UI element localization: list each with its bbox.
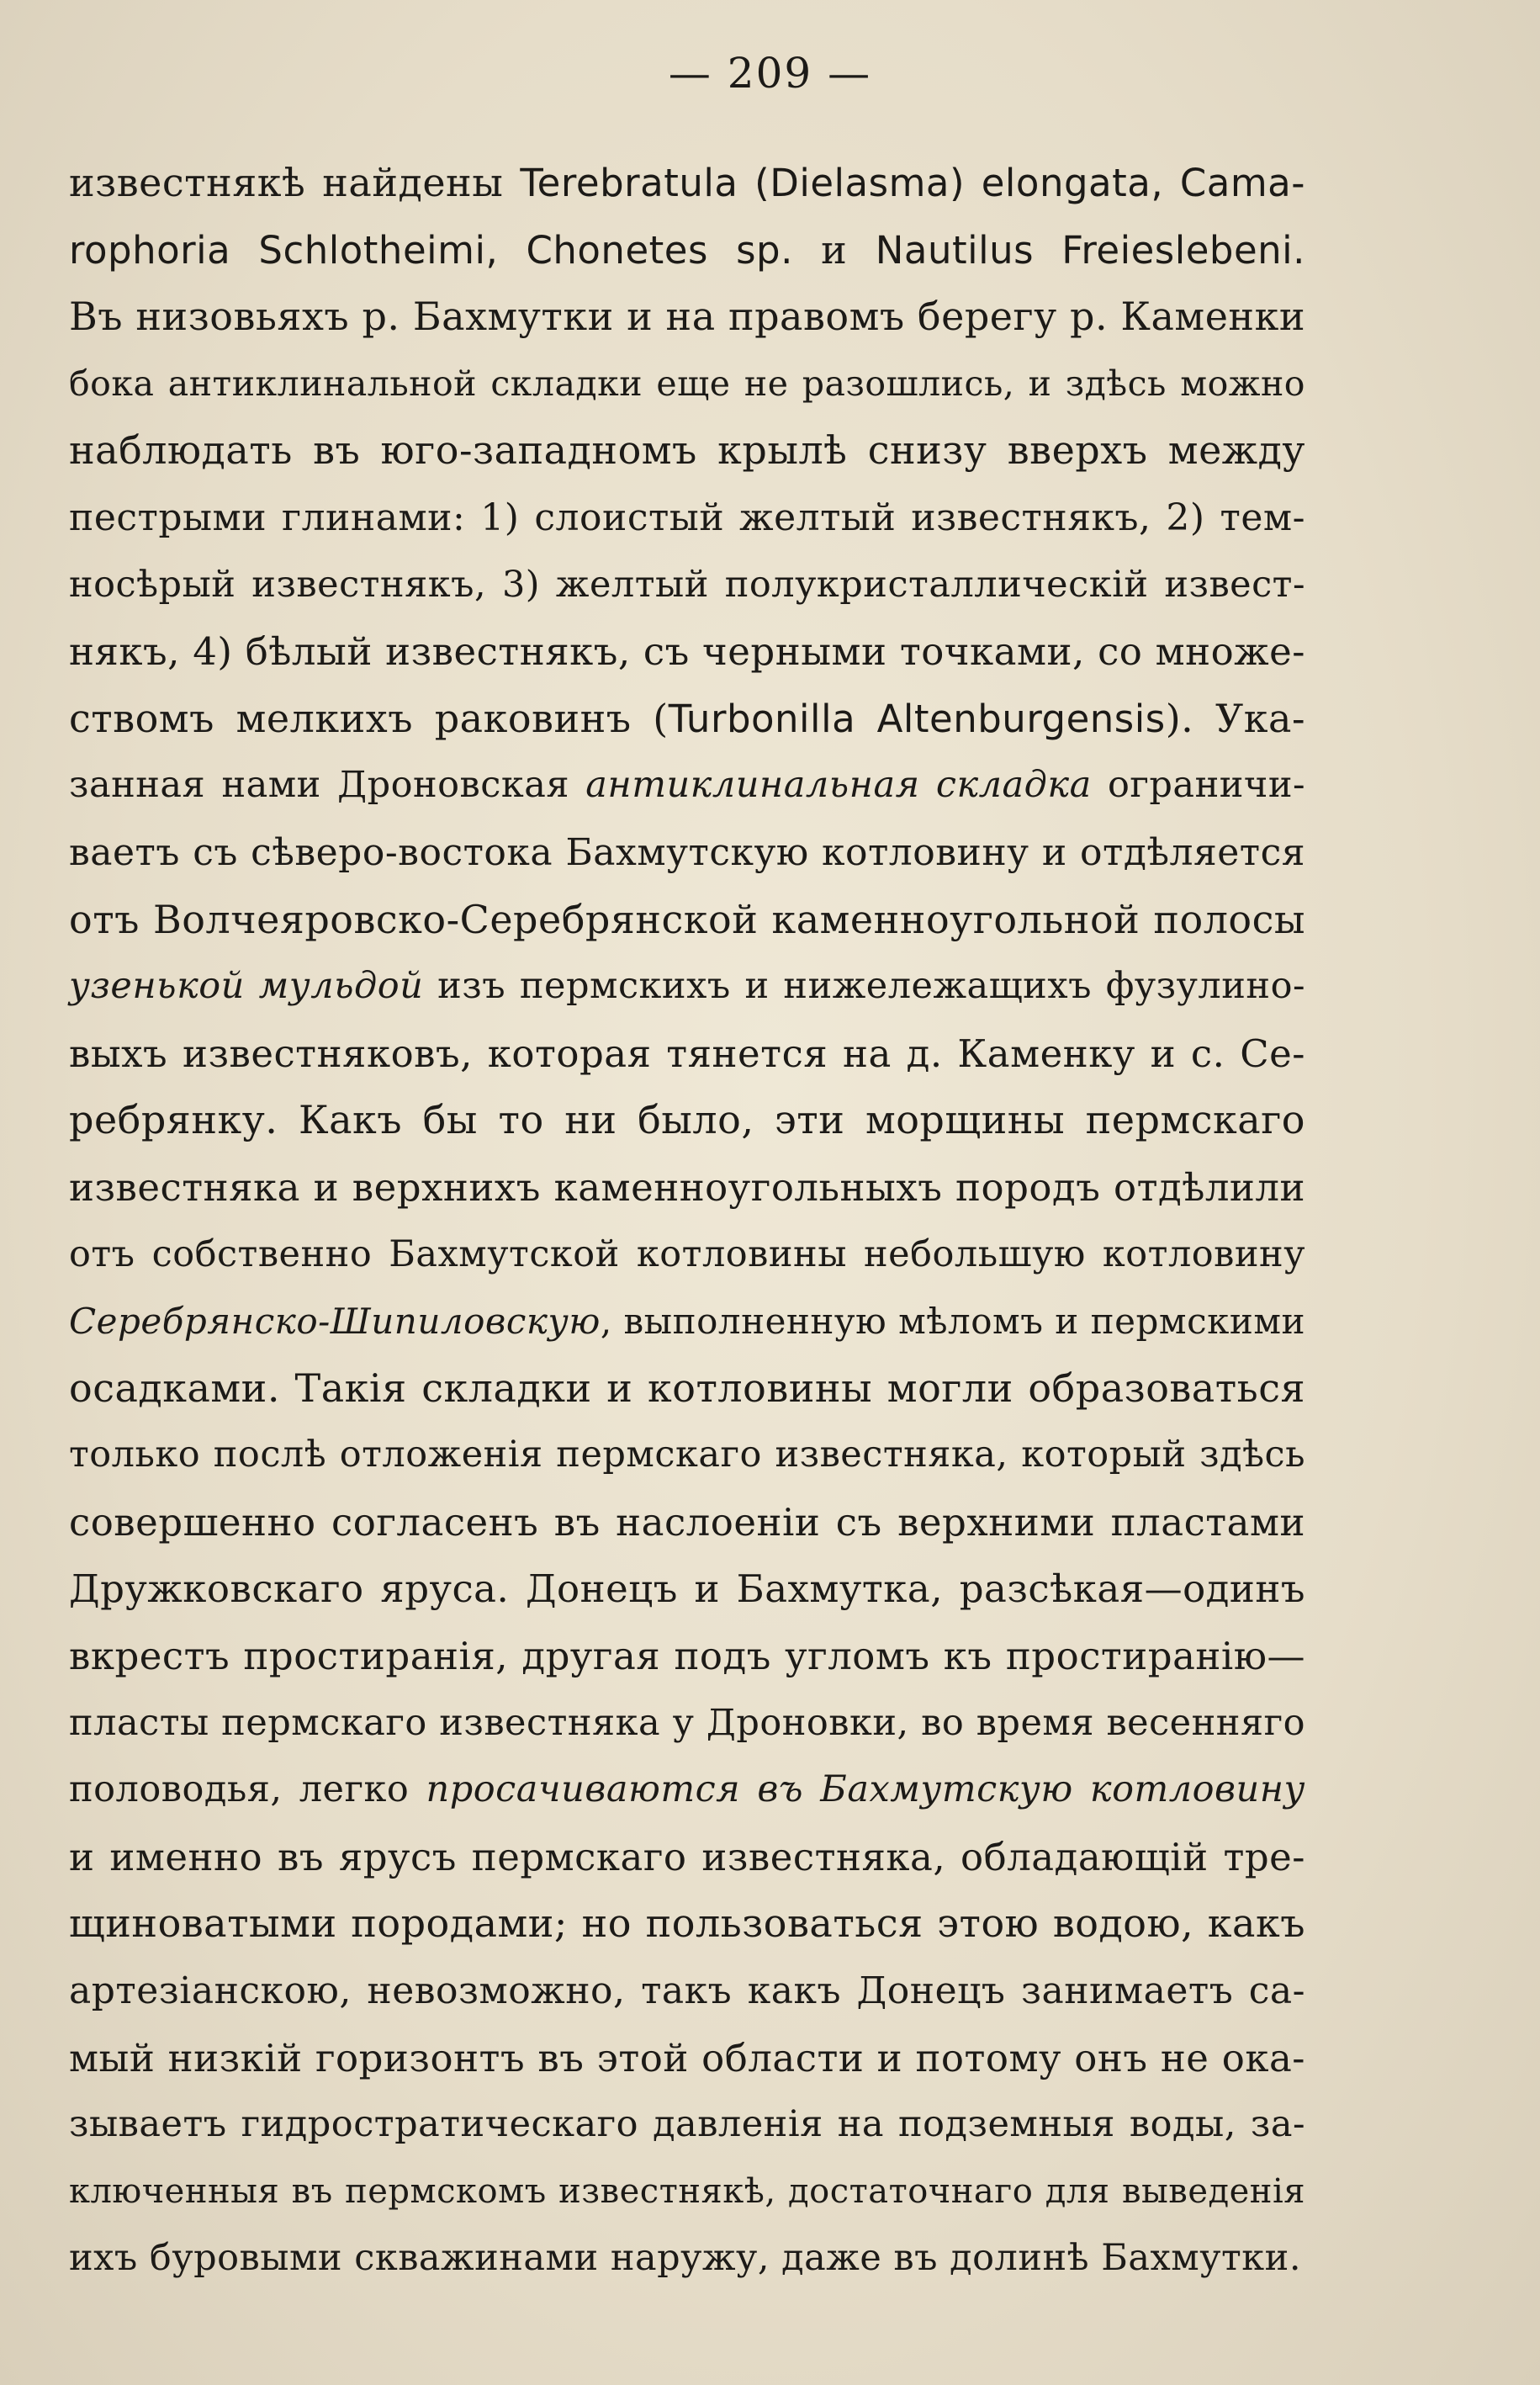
text-segment: пестрыми глинами: 1) слоистый желтый известнякъ, 2) тем-	[69, 496, 1305, 539]
text-segment: ограничи-	[1091, 764, 1306, 807]
text-segment: някъ, 4) бѣлый известнякъ, съ черными точками, со множе-	[69, 629, 1305, 675]
text-line	[69, 752, 1305, 819]
text-segment: носѣрый известнякъ, 3) желтый полукристаллическій извест-	[69, 563, 1305, 606]
text-line	[69, 150, 1305, 217]
text-segment: Дружковскаго яруса. Донецъ и Бахмутка, разсѣкая—одинъ	[69, 1566, 1305, 1612]
text-line	[69, 686, 1305, 753]
text-segment: и	[821, 226, 876, 273]
latin-name: Turbonilla Altenburgensis	[668, 696, 1166, 741]
text-line	[69, 351, 1305, 418]
text-line	[69, 1623, 1305, 1690]
text-line	[69, 284, 1305, 351]
text-segment: занная нами Дроновская	[69, 764, 586, 807]
text-line	[69, 1222, 1305, 1289]
text-segment: щиноватыми породами; но пользоваться этою водою, какъ	[69, 1900, 1305, 1947]
text-line	[69, 1087, 1305, 1154]
text-line	[69, 485, 1305, 552]
text-line	[69, 1489, 1305, 1556]
text-segment: выхъ известняковъ, которая тянется на д. Каменку и с. Се-	[69, 1031, 1305, 1076]
text-segment: ). Ука-	[1165, 695, 1306, 741]
text-segment: известняка и верхнихъ каменноугольныхъ породъ отдѣлили	[69, 1164, 1305, 1210]
text-segment: половодья, легко	[69, 1768, 426, 1811]
text-segment: мый низкій горизонтъ въ этой области и потому онъ не ока-	[69, 2035, 1305, 2080]
text-segment: ваетъ съ сѣверо-востока Бахмутскую котловину и отдѣляется	[69, 830, 1305, 874]
text-segment: артезіанскою, невозможно, такъ какъ Донецъ занимаетъ са-	[69, 1969, 1305, 2013]
text-segment: ствомъ мелкихъ раковинъ (	[69, 695, 669, 741]
text-segment: наблюдать въ юго-западномъ крылѣ снизу вверхъ между	[69, 427, 1305, 474]
text-line	[69, 217, 1305, 284]
text-line	[69, 1958, 1305, 2025]
text-line	[69, 2091, 1305, 2159]
text-segment: только послѣ отложенія пермскаго известняка, который здѣсь	[69, 1434, 1305, 1476]
text-segment: изъ пермскихъ и нижележащихъ фузулино-	[423, 965, 1305, 1008]
text-segment: и именно въ ярусъ пермскаго известняка, обладающій тре-	[69, 1834, 1305, 1879]
text-segment: совершенно согласенъ въ наслоеніи съ верхними пластами	[69, 1499, 1305, 1545]
text-line	[69, 1690, 1305, 1757]
italic-term: антиклинальная складка	[585, 764, 1092, 807]
text-segment: бока антиклинальной складки еще не разошлись, и здѣсь можно	[69, 363, 1305, 404]
text-segment: Въ низовьяхъ р. Бахмутки и на правомъ берегу р. Каменки	[69, 294, 1305, 340]
text-segment: отъ Волчеяровско-Серебрянской каменноугольной полосы	[69, 896, 1305, 942]
text-line	[69, 1824, 1305, 1891]
latin-name: Nautilus Freieslebeni.	[875, 227, 1305, 273]
text-segment: ребрянку. Какъ бы то ни было, эти морщины пермскаго	[69, 1097, 1305, 1143]
text-segment: ихъ буровыми скважинами наружу, даже въ долинѣ Бахмутки.	[69, 2237, 1301, 2280]
italic-term: Серебрянско-Шипиловскую	[69, 1301, 601, 1343]
page-number: — 209 —	[668, 49, 872, 98]
text-line	[69, 1154, 1305, 1222]
text-line	[69, 552, 1305, 619]
text-line	[69, 1288, 1305, 1355]
body-text	[69, 150, 1305, 2292]
text-line	[69, 1020, 1305, 1088]
text-line	[69, 1556, 1305, 1623]
text-segment: ключенныя въ пермскомъ известнякѣ, достаточнаго для выведенія	[69, 2171, 1305, 2211]
text-line	[69, 1757, 1305, 1824]
text-segment: , выполненную мѣломъ и пермскими	[600, 1301, 1305, 1343]
latin-name: rophoria Schlotheimi, Chonetes sp.	[69, 227, 822, 273]
text-line	[69, 618, 1305, 686]
text-line	[69, 887, 1305, 954]
text-line	[69, 953, 1305, 1020]
text-line	[69, 1355, 1305, 1423]
italic-term: узенькой мульдой	[69, 965, 424, 1008]
text-line	[69, 819, 1305, 887]
italic-term: просачиваются въ Бахмутскую котловину	[426, 1768, 1305, 1811]
text-segment: осадками. Такія складки и котловины могли образоваться	[69, 1365, 1305, 1411]
text-segment: зываетъ гидростратическаго давленія на подземныя воды, за-	[69, 2103, 1305, 2146]
text-line	[69, 1890, 1305, 1958]
text-line	[69, 417, 1305, 485]
text-line	[69, 2159, 1305, 2226]
text-line	[69, 2025, 1305, 2092]
text-segment: пласты пермскаго известняка у Дроновки, во время весенняго	[69, 1701, 1305, 1744]
text-segment: вкрестъ простиранія, другая подъ угломъ къ простиранію—	[69, 1634, 1305, 1679]
text-segment: известнякѣ найдены	[69, 160, 521, 205]
text-line	[69, 1422, 1305, 1489]
text-line	[69, 2225, 1305, 2292]
text-segment: отъ собственно Бахмутской котловины небольшую котловину	[69, 1232, 1305, 1275]
latin-name: Terebratula (Dielasma) elongata, Cama-	[520, 161, 1305, 205]
